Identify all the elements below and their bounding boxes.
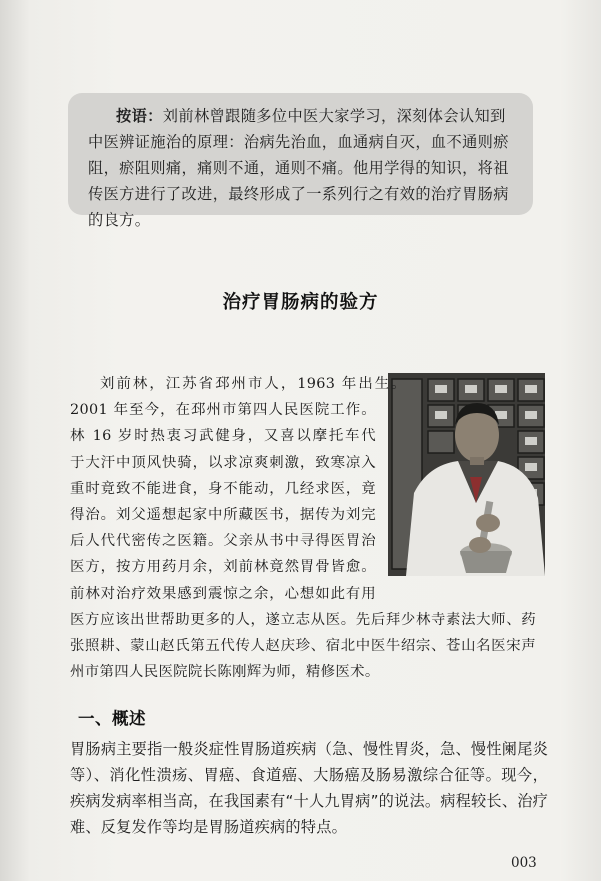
section-heading: 一、概述 [78,709,146,728]
page-number: 003 [511,855,537,871]
bio-line: 于大汗中顶风快骑，以求凉爽刺激，致寒凉入 [70,454,376,471]
note-text: 刘前林曾跟随多位中医大家学习，深刻体会认知到中医辨证施治的原理：治病先治血，血通病自灭，血不通则瘀阻，瘀阻则痛，痛则不通，通则不痛。他用学得的知识，将祖传医方进行了改进，最终形成了一系列行之有效的治疗胃肠病的良方。 [88,107,509,229]
bio-line: 前林对治疗效果感到震惊之余，心想如此有用 [70,585,376,602]
bio-line: 州市第四人民医院院长陈刚辉为师，精修医术。 [70,664,380,681]
bio-line: 刘前林，江苏省邳州市人，1963 年出生。 [100,376,406,392]
bio-line: 医方应该出世帮助更多的人，遂立志从医。先后拜少林寺素法大师、药 [70,611,536,628]
bio-line: 2001 年至今，在邳州市第四人民医院工作。 [70,402,376,419]
overview-line: 难、反复发作等均是胃肠道疾病的特点。 [70,818,347,836]
overview-line: 疾病发病率相当高，在我国素有“十人九胃病”的说法。病程较长、治疗 [70,792,548,810]
note-label: 按语： [116,107,163,125]
bio-line: 重时竟致不能进食，身不能动，几经求医，竟 [70,480,376,497]
bio-line: 林 16 岁时热衷习武健身，又喜以摩托车代 [70,428,376,445]
overview-line: 等）、消化性溃疡、胃癌、食道癌、大肠癌及肠易激综合征等。现今， [70,766,548,784]
biography-paragraph [70,371,550,685]
bio-line: 张照耕、蒙山赵氏第五代传人赵庆珍、宿北中医牛绍宗、苍山名医宋声 [70,637,536,654]
bio-line: 医方，按方用药月余，刘前林竟然胃骨皆愈。 [70,559,376,576]
article-title: 治疗胃肠病的验方 [222,292,379,313]
editor-note-box [68,93,533,229]
bio-line: 得治。刘父遥想起家中所藏医书，据传为刘完 [70,506,376,523]
overview-line: 胃肠病主要指一般炎症性胃肠道疾病（急、慢性胃炎，急、慢性阑尾炎 [70,740,548,758]
bio-line: 后人代代密传之医籍。父亲从书中寻得医胃治 [70,533,376,550]
overview-paragraph [70,736,548,840]
